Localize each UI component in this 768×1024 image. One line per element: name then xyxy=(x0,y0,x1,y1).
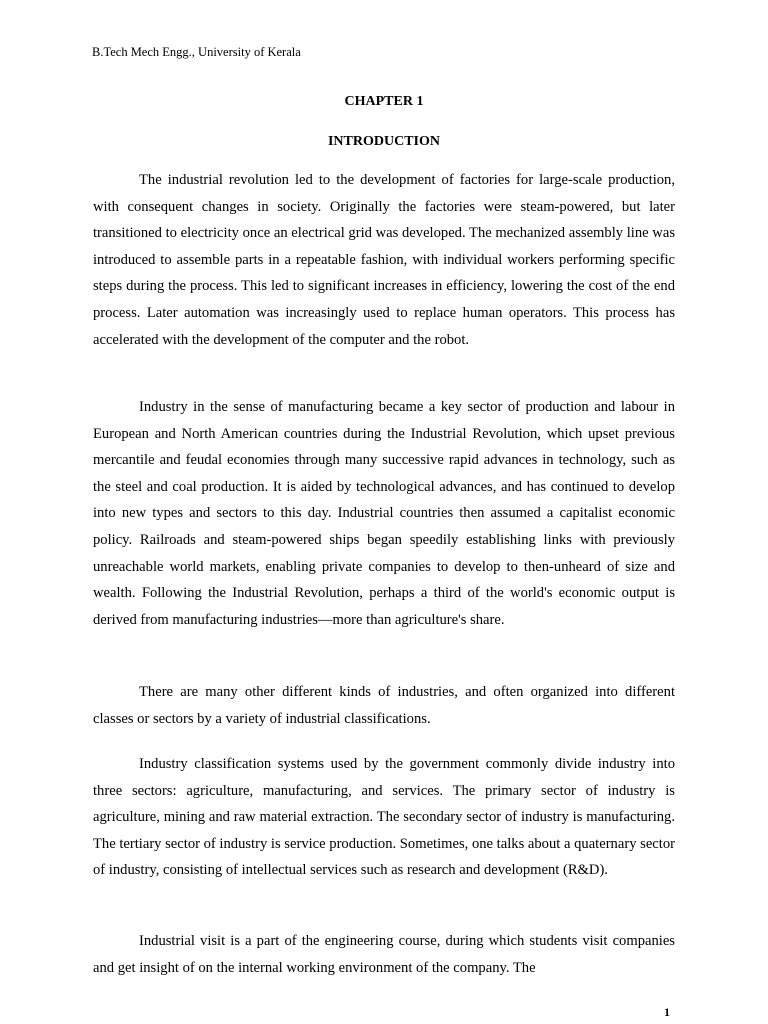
chapter-title: INTRODUCTION xyxy=(327,134,440,149)
paragraph-industry-kinds: There are many other different kinds of industries, and often organized into different classes or sectors by a variety of industrial classifications. xyxy=(93,684,675,727)
paragraph-industrial-revolution: The industrial revolution led to the development of factories for large-scale production, with consequent changes in society. Originally the factories were steam-powered, but later transitioned to electricity once an electrical grid was developed. The mechanized assembly line was introduced to assemble parts in a repeatable fashion, with individual workers performing specific steps during the process. This led to significant increases in efficiency, lowering the cost of the end process. Later automation was increasingly used to replace human operators. This process has accelerated with the development of the computer and the robot. xyxy=(93,172,675,348)
paragraph-classification-systems: Industry classification systems used by the government commonly divide industry into three sectors: agriculture, manufacturing, and services. The primary sector of industry is agriculture, mining and raw material extraction. The secondary sector of industry is manufacturing. The tertiary sector of industry is service production. Sometimes, one talks about a quaternary sector of industry, consisting of intellectual services such as research and development (R&D). xyxy=(93,756,675,879)
page-number: 1 xyxy=(664,1005,670,1019)
running-header: B.Tech Mech Engg., University of Kerala xyxy=(92,45,301,59)
paragraph-industrial-visit: Industrial visit is a part of the engineering course, during which students visit companies and get insight of on the internal working environment of the company. The xyxy=(93,933,675,976)
chapter-number: CHAPTER 1 xyxy=(344,94,424,109)
paragraph-manufacturing-sector: Industry in the sense of manufacturing became a key sector of production and labour in European and North American countries during the Industrial Revolution, which upset previous mercantile and feudal economies through many successive rapid advances in technology, such as the steel and coal production. It is aided by technological advances, and has continued to develop into new types and sectors to this day. Industrial countries then assumed a capitalist economic policy. Railroads and steam-powered ships began speedily establishing links with previously unreachable world markets, enabling private companies to develop to then-unheard of size and wealth. Following the Industrial Revolution, perhaps a third of the world's economic output is derived from manufacturing industries—more than agriculture's share. xyxy=(93,399,675,628)
